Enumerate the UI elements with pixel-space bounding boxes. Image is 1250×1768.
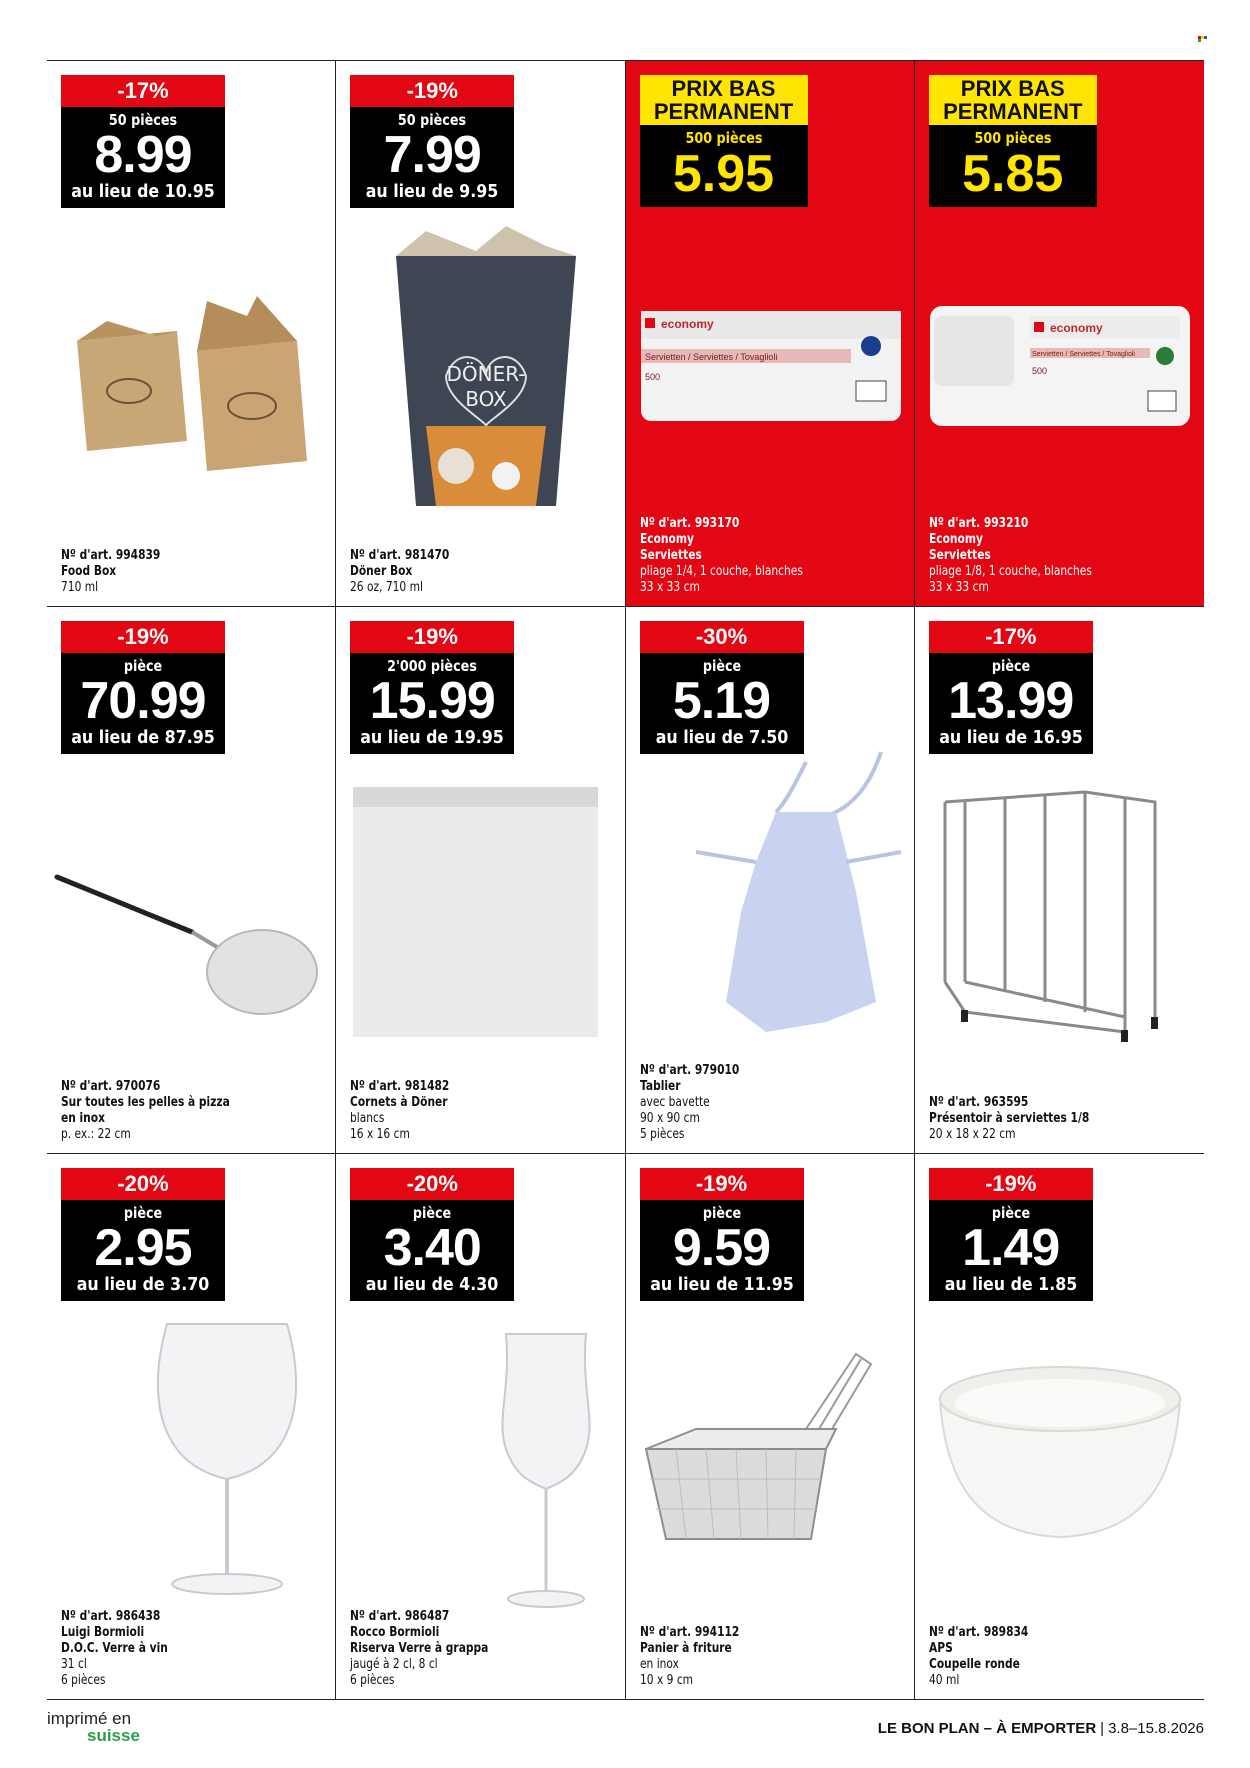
unit-label: pièce: [702, 657, 741, 676]
product-detail: 710 ml: [61, 580, 99, 596]
discount-label: -19%: [350, 75, 514, 107]
product-card-pizza-peel[interactable]: [47, 607, 336, 1153]
doner-box-image: [386, 226, 586, 526]
product-detail: 90 x 90 cm: [639, 1110, 700, 1126]
product-detail: 20 x 18 x 22 cm: [928, 1126, 1016, 1142]
ramekin-image: [925, 1359, 1195, 1559]
article-number: Nº d'art. 993210: [928, 516, 1029, 532]
discount-label: -30%: [640, 621, 804, 653]
printed-line-2: suisse: [87, 1726, 140, 1745]
product-name: Panier à friture: [639, 1640, 732, 1656]
pack-count: 500: [1031, 366, 1047, 376]
product-name: Présentoir à serviettes 1/8: [928, 1110, 1090, 1126]
original-price: au lieu de 7.50: [655, 727, 788, 749]
price: 8.99: [94, 126, 192, 184]
price: 2.95: [94, 1218, 192, 1277]
unit-label: pièce: [123, 657, 163, 676]
discount-label: -19%: [929, 1168, 1093, 1200]
product-detail: 6 pièces: [61, 1672, 106, 1688]
product-card-fry-basket[interactable]: [626, 1154, 915, 1700]
product-detail: pliage 1/4, 1 couche, blanches: [639, 564, 803, 580]
price-badge: [350, 75, 514, 208]
promo-line-2: PERMANENT: [653, 99, 794, 124]
unit-label: 50 pièces: [398, 111, 467, 129]
product-detail: en inox: [639, 1656, 679, 1672]
product-name: Economy: [928, 532, 983, 548]
product-name: Döner Box: [350, 564, 413, 580]
permanent-price-badge: [640, 75, 808, 207]
price-badge: [61, 621, 225, 754]
brand-label: economy: [1049, 321, 1103, 335]
price-badge: [350, 621, 514, 754]
product-description: [929, 1625, 1028, 1689]
product-name-2: Riserva Verre à grappa: [350, 1640, 489, 1656]
food-box-image: [57, 281, 327, 481]
product-name-2: Serviettes: [639, 548, 702, 564]
price: 5.19: [672, 672, 771, 731]
unit-label: pièce: [991, 657, 1030, 676]
original-price: au lieu de 4.30: [365, 1273, 499, 1295]
article-number: Nº d'art. 979010: [639, 1062, 739, 1078]
brand-dots-icon: [1198, 36, 1208, 42]
pack-label: Servietten / Serviettes / Tovaglioli: [1031, 351, 1135, 358]
pack-label: Servietten / Serviettes / Tovaglioli: [644, 352, 777, 362]
price-badge: [929, 621, 1093, 754]
original-price: au lieu de 16.95: [938, 727, 1083, 749]
price: 5.85: [962, 145, 1064, 203]
product-card-food-box[interactable]: [47, 61, 336, 607]
product-name-2: en inox: [61, 1110, 105, 1126]
wine-glass-image: [147, 1314, 307, 1614]
product-name: Rocco Bormioli: [350, 1624, 440, 1640]
permanent-price-badge: [929, 75, 1097, 207]
product-description: [350, 1609, 488, 1689]
product-detail: 5 pièces: [639, 1126, 684, 1142]
product-name: Cornets à Döner: [350, 1094, 448, 1110]
discount-label: -20%: [61, 1168, 225, 1200]
discount-label: -20%: [350, 1168, 514, 1200]
product-card-apron[interactable]: [626, 607, 915, 1153]
price-badge: [350, 1168, 514, 1301]
unit-label: 500 pièces: [974, 129, 1052, 147]
product-card-wine-glass[interactable]: [47, 1154, 336, 1700]
product-grid: [47, 60, 1204, 1700]
pizza-peel-image: [52, 837, 332, 1037]
price: 13.99: [948, 672, 1074, 731]
product-description: [350, 548, 449, 596]
napkins-image: [920, 286, 1200, 446]
footer-separator: |: [1100, 1720, 1105, 1737]
article-number: Nº d'art. 994839: [61, 548, 161, 564]
article-number: Nº d'art. 986438: [61, 1608, 161, 1624]
product-description: [61, 1079, 230, 1143]
price: 15.99: [369, 672, 495, 731]
product-card-napkin-rack[interactable]: [915, 607, 1204, 1153]
article-number: Nº d'art. 993170: [639, 516, 739, 532]
pack-count: 500: [644, 372, 660, 382]
promo-line-1: PRIX BAS: [671, 76, 776, 101]
product-name: Tablier: [639, 1078, 681, 1094]
original-price: au lieu de 87.95: [71, 727, 215, 749]
product-detail: pliage 1/8, 1 couche, blanches: [928, 564, 1092, 580]
price: 5.95: [672, 145, 775, 203]
price-badge: [640, 621, 804, 754]
original-price: au lieu de 9.95: [365, 181, 499, 202]
discount-label: -17%: [929, 621, 1093, 653]
product-description: [929, 516, 1092, 596]
original-price: au lieu de 1.85: [944, 1273, 1078, 1295]
printed-line-1: imprimé en: [47, 1709, 132, 1728]
product-detail: 16 x 16 cm: [350, 1126, 411, 1142]
fry-basket-image: [636, 1339, 906, 1599]
article-number: Nº d'art. 981470: [350, 548, 450, 564]
original-price: au lieu de 10.95: [71, 181, 215, 202]
product-detail: jaugé à 2 cl, 8 cl: [350, 1656, 438, 1672]
unit-label: pièce: [413, 1203, 452, 1222]
unit-label: pièce: [123, 1203, 163, 1222]
product-name-2: Serviettes: [928, 548, 991, 564]
product-description: [640, 1063, 739, 1143]
catalog-title: LE BON PLAN – À EMPORTER: [877, 1720, 1097, 1737]
product-detail: blancs: [350, 1110, 385, 1126]
product-detail: 31 cl: [61, 1656, 87, 1672]
price-badge: [929, 1168, 1093, 1301]
price-badge: [61, 75, 225, 208]
article-number: Nº d'art. 981482: [350, 1078, 450, 1094]
product-card-serviettes-eighth[interactable]: [915, 61, 1204, 607]
product-description: [640, 1625, 739, 1689]
validity-dates: 3.8–15.8.2026: [1108, 1720, 1204, 1737]
napkins-image: [631, 301, 911, 441]
price: 7.99: [383, 126, 481, 184]
product-name-2: Coupelle ronde: [928, 1656, 1020, 1672]
print-line-1: DÖNER-: [446, 362, 526, 386]
product-name: APS: [928, 1640, 953, 1656]
product-name: Luigi Bormioli: [61, 1624, 145, 1640]
product-detail: 33 x 33 cm: [928, 580, 989, 596]
product-name-2: D.O.C. Verre à vin: [61, 1640, 168, 1656]
product-name: Food Box: [61, 564, 117, 580]
price: 70.99: [80, 672, 206, 731]
napkin-rack-image: [935, 782, 1185, 1082]
price: 9.59: [672, 1218, 771, 1277]
product-description: [350, 1079, 449, 1143]
unit-label: pièce: [991, 1203, 1030, 1222]
unit-label: 500 pièces: [684, 129, 763, 147]
price-badge: [61, 1168, 225, 1301]
grappa-glass-image: [486, 1329, 606, 1619]
paper-bags-image: [348, 782, 608, 1052]
price: 3.40: [383, 1218, 481, 1277]
unit-label: pièce: [702, 1203, 741, 1222]
product-detail: 33 x 33 cm: [639, 580, 700, 596]
printed-in-label: [47, 1710, 140, 1744]
product-card-serviettes-quarter[interactable]: [626, 61, 915, 607]
unit-label: 50 pièces: [108, 111, 178, 129]
article-number: Nº d'art. 963595: [928, 1094, 1029, 1110]
article-number: Nº d'art. 994112: [639, 1624, 739, 1640]
discount-label: -17%: [61, 75, 225, 107]
product-description: [61, 548, 160, 596]
original-price: au lieu de 19.95: [360, 727, 505, 749]
price: 1.49: [962, 1218, 1060, 1277]
footer-title: [878, 1720, 1204, 1737]
product-detail: 40 ml: [928, 1672, 960, 1688]
product-name: Sur toutes les pelles à pizza: [61, 1094, 230, 1110]
discount-label: -19%: [61, 621, 225, 653]
brand-label: economy: [660, 317, 714, 331]
product-card-ramekin[interactable]: [915, 1154, 1204, 1700]
original-price: au lieu de 11.95: [649, 1273, 794, 1295]
product-detail: 10 x 9 cm: [639, 1672, 693, 1688]
print-line-2: BOX: [465, 387, 508, 411]
product-card-doner-box[interactable]: [336, 61, 625, 607]
price-badge: [640, 1168, 804, 1301]
product-detail: p. ex.: 22 cm: [61, 1126, 131, 1142]
promo-line-1: PRIX BAS: [960, 76, 1065, 101]
product-detail: 6 pièces: [350, 1672, 395, 1688]
discount-label: -19%: [640, 1168, 804, 1200]
product-description: [640, 516, 803, 596]
promo-line-2: PERMANENT: [943, 99, 1083, 124]
product-card-doner-bags[interactable]: [336, 607, 625, 1153]
apron-image: [686, 742, 906, 1042]
product-name: Economy: [639, 532, 694, 548]
article-number: Nº d'art. 989834: [928, 1624, 1029, 1640]
unit-label: 2'000 pièces: [387, 657, 478, 676]
product-description: [929, 1095, 1089, 1143]
discount-label: -19%: [350, 621, 514, 653]
article-number: Nº d'art. 970076: [61, 1078, 161, 1094]
product-description: [61, 1609, 168, 1689]
product-detail: avec bavette: [639, 1094, 710, 1110]
article-number: Nº d'art. 986487: [350, 1608, 450, 1624]
product-detail: 26 oz, 710 ml: [350, 580, 424, 596]
original-price: au lieu de 3.70: [76, 1273, 210, 1295]
product-card-grappa-glass[interactable]: [336, 1154, 625, 1700]
